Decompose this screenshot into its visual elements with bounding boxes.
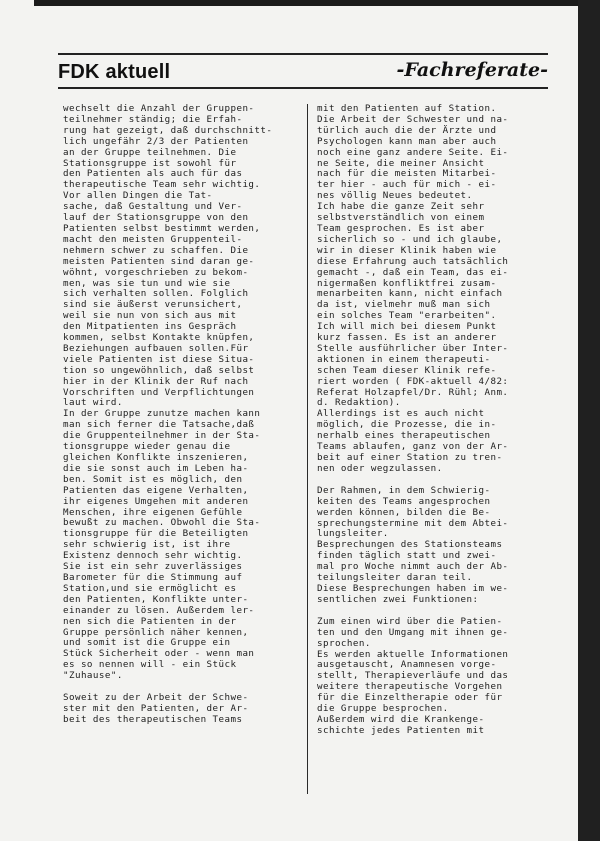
scan-edge-right xyxy=(578,0,600,841)
left-column xyxy=(63,104,299,726)
right-column xyxy=(317,104,553,737)
right-paragraph-2: Der Rahmen, in dem Schwierig- keiten des Teams angesprochen werden können, bilden die Be- sprechungstermine mit dem Abtei- lungsleiter. Besprechungen des Stationsteams finden täglich statt und zwei- mal pro Woche nimmt auch der Ab- teilungsleiter daran teil. Diese Besprechungen haben im we- sentlichen zwei Funktionen: xyxy=(317,484,509,605)
right-paragraph-1: mit den Patienten auf Station. Die Arbeit der Schwester und na- türlich auch die der Ärzte und Psychologen kann man aber auch noch eine ganz andere Seite. Ei- ne Seite, die meiner Ansicht nach für die meisten Mitarbei- ter hier - auch für mich - ei- nes völlig Neues bedeutet. Ich habe die ganze Zeit sehr selbstverständlich von einem Team gesprochen. Es ist aber sicherlich so - und ich glaube, wir in dieser Klinik haben wie diese Erfahrung auch tatsächlich gemacht -, daß ein Team, das ei- nigermaßen konfliktfrei zusam- menarbeiten kann, nicht einfach da ist, vielmehr muß man sich ein solches Team "erarbeiten". Ich will mich bei diesem Punkt kurz fassen. Es ist an anderer Stelle ausführlicher über Inter- aktionen in einem therapeuti- schen Team dieser Klinik refe- riert worden ( FDK-aktuell 4/82: Referat Holzapfel/Dr. Rühl; Anm. d. Redaktion). Allerdings ist es auch nicht möglich, die Prozesse, die in- nerhalb eines therapeutischen Teams ablaufen, ganz von der Ar- beit auf einer Station zu tren- nen oder wegzulassen. xyxy=(317,103,509,474)
header-rule-top xyxy=(58,53,548,55)
left-paragraph-3: Soweit zu der Arbeit der Schwe- ster mit den Patienten, der Ar- beit des therapeutischen Teams xyxy=(63,692,249,725)
column-divider xyxy=(307,104,308,794)
publication-title: FDK aktuell xyxy=(58,61,171,83)
section-title: -Fachreferate- xyxy=(396,59,548,81)
page-header xyxy=(58,56,548,96)
left-paragraph-2: In der Gruppe zunutze machen kann man sich ferner die Tatsache,daß die Gruppenteilnehmer in der Sta- tionsgruppe wieder genau die gleichen Konflikte inszenieren, die sie sonst auch im Leben ha- ben. Somit ist es möglich, den Patienten das eigene Verhalten, ihr eigenes Umgehen mit anderen Menschen, ihre eigenen Gefühle bewußt zu machen. Obwohl die Sta- tionsgruppe für die Beteiligten sehr schwierig ist, ist ihre Existenz dennoch sehr wichtig. Sie ist ein sehr zuverlässiges Barometer für die Stimmung auf Station,und sie ermöglicht es den Patienten, Konflikte unter- einander zu lösen. Außerdem ler- nen sich die Patienten in der Gruppe persönlich näher kennen, und somit ist die Gruppe ein Stück Sicherheit oder - wenn man es so nennen will - ein Stück "Zuhause". xyxy=(63,408,261,682)
left-paragraph-1: wechselt die Anzahl der Gruppen- teilnehmer ständig; die Erfah- rung hat gezeigt, daß durchschnitt- lich ungefähr 2/3 der Patienten an der Gruppe teilnehmen. Die Stationsgruppe ist sowohl für den Patienten als auch für das therapeutische Team sehr wichtig. Vor allen Dingen die Tat- sache, daß Gestaltung und Ver- lauf der Stationsgruppe von den Patienten selbst bestimmt werden, macht den meisten Gruppenteil- nehmern schwer zu schaffen. Die meisten Patienten sind daran ge- wöhnt, vorgeschrieben zu bekom- men, was sie tun und wie sie sich verhalten sollen. Folglich sind sie äußerst verunsichert, weil sie nun von sich aus mit den Mitpatienten ins Gespräch kommen, selbst Kontakte knüpfen, Beziehungen aufbauen sollen.Für viele Patienten ist diese Situa- tion so ungewöhnlich, daß selbst hier in der Klinik der Ruf nach Vorschriften und Verpflichtungen laut wird. xyxy=(63,103,273,409)
scan-edge-top xyxy=(34,0,600,6)
right-paragraph-3: Zum einen wird über die Patien- ten und den Umgang mit ihnen ge- sprochen. Es werden aktuelle Informationen ausgetauscht, Anamnesen vorge- stellt, Therapieverläufe und das weitere therapeutische Vorgehen für die Einzeltherapie oder für die Gruppe besprochen. Außerdem wird die Krankenge- schichte jedes Patienten mit xyxy=(317,615,509,736)
header-rule-bottom xyxy=(58,87,548,89)
